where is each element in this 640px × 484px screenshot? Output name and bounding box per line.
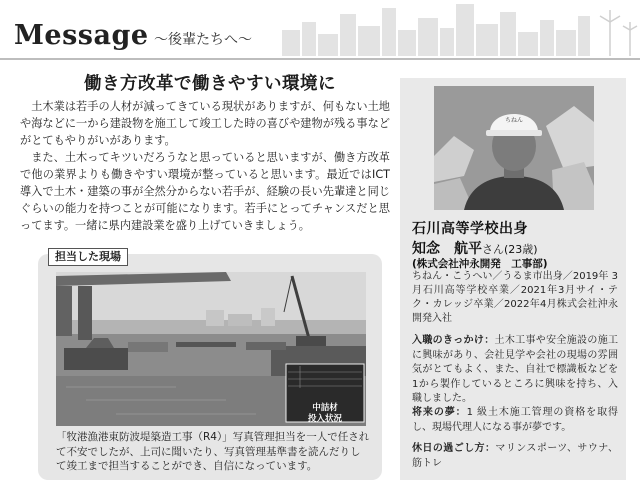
profile-name-suffix: さん(23歳) xyxy=(482,243,538,256)
profile-trigger xyxy=(412,334,618,407)
profile-school: 石川高等学校出身 xyxy=(412,221,528,237)
article-paragraph: また、土木ってキツいだろうなと思っていると思いますが、働き方改革で他の業界よりも働きやすい環境が整っていると思います。最近ではICT導入で土木・建築の事が全然分からない若手が、経験の長い先輩達と同じぐらいの能力を持つことが可能になります。若手にとってチャンスだと思ってます。一緒に県内建設業を盛り上げていきましょう。 xyxy=(20,151,390,232)
article-paragraph: 土木業は若手の人材が減ってきている現状がありますが、何もない土地や海などに一から建設物を施工して竣工した時の喜びや建物が残る事などがとてもやりがいがあります。 xyxy=(20,100,390,147)
section-subtitle: 〜後輩たちへ〜 xyxy=(154,32,252,48)
site-caption: 「牧港漁港東防波堤築造工事（R4）」写真管理担当を一人で任されて不安でしたが、上司に聞いたり、写真管理基準書を読んだりして竣工まで担当することができ、自信になっています。 xyxy=(56,431,370,472)
section-title: Message xyxy=(14,20,149,51)
profile-name: 知念 航平 xyxy=(412,241,482,257)
portrait-photo xyxy=(434,86,594,210)
profile-name-line xyxy=(412,238,538,258)
trigger-label: 入職のきっかけ： xyxy=(412,335,495,346)
signboard-label-line2: 投入状況 xyxy=(307,414,343,424)
article-headline: 働き方改革で働きやすい環境に xyxy=(84,74,336,94)
profile-holiday xyxy=(412,442,618,471)
site-tag: 担当した現場 xyxy=(48,248,128,266)
page-header xyxy=(0,0,640,62)
profile-dream xyxy=(412,406,618,435)
header-divider xyxy=(0,58,640,60)
site-photo xyxy=(56,272,366,426)
profile-details: ちねん・こうへい／うるま市出身／2019年 3月石川高等学校卒業／2021年3月サイ・テク・カレッジ卒業／2022年4月株式会社沖永開発入社 xyxy=(412,271,618,324)
dream-label: 将来の夢： xyxy=(412,407,467,418)
trigger-text: 土木工事や安全施設の施工に興味があり、会社見学や会社の現場の雰囲気がとてもよく、また、自社で標識板などを1から製作しているところに興味を持ち、入職しました。 xyxy=(412,335,619,404)
article-body xyxy=(20,98,390,234)
city-skyline-illustration xyxy=(280,0,640,56)
profile-company: (株式会社沖永開発 工事部) xyxy=(412,258,548,270)
signboard-label-line1: 中詰材 xyxy=(312,403,338,413)
dream-text: 1 級土木施工管理の資格を取得し、現場代理人になる事が夢です。 xyxy=(412,407,619,433)
holiday-label: 休日の過ごし方： xyxy=(412,443,496,454)
person-portrait xyxy=(434,86,594,210)
holiday-text: マリンスポーツ、サウナ、筋トレ xyxy=(412,443,619,469)
helmet-label: ちねん xyxy=(504,117,524,124)
construction-site-image xyxy=(56,272,366,426)
